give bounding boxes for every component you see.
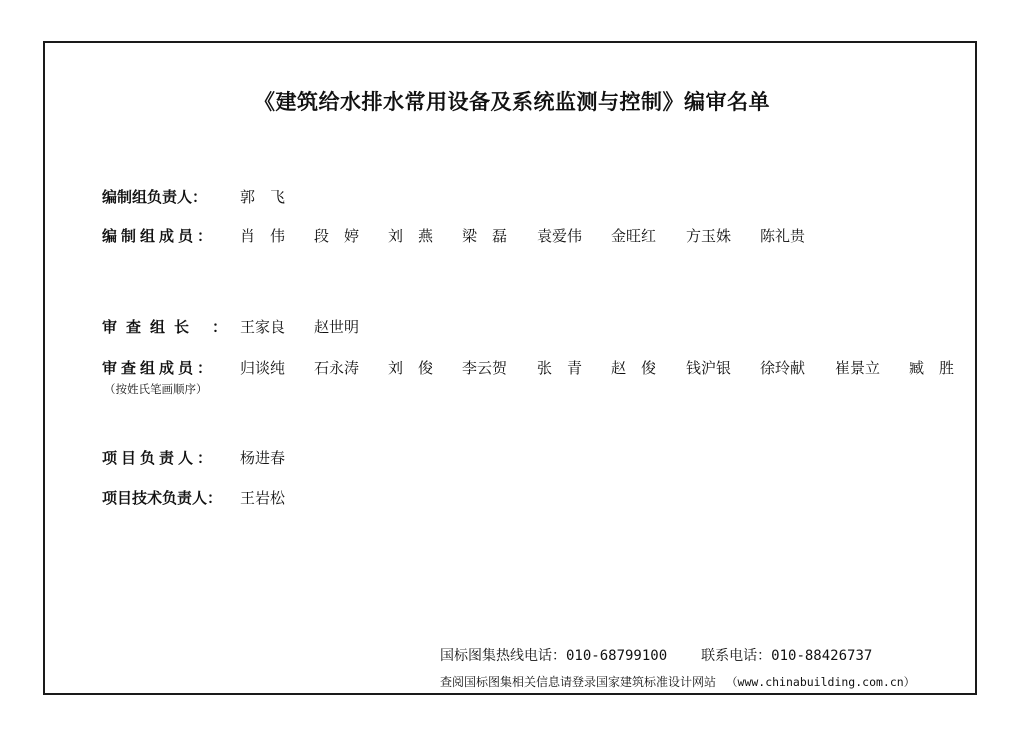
project-leader-label: 项目负责人： xyxy=(102,449,217,467)
technical-leader-row xyxy=(0,487,1024,511)
contact-label: 联系电话： xyxy=(701,648,772,664)
reviewer-name: 张 青 xyxy=(537,359,583,377)
reviewer-name: 钱沪银 xyxy=(686,359,732,377)
review-leader-name: 王家良 xyxy=(240,318,286,336)
review-leader-row xyxy=(0,316,1024,340)
editors-label: 编制组成员： xyxy=(102,227,217,245)
reviewer-name: 石永涛 xyxy=(314,359,360,377)
project-leader-row xyxy=(0,447,1024,471)
editor-name: 段 婷 xyxy=(314,227,360,245)
reviewer-name: 刘 俊 xyxy=(388,359,434,377)
website-link[interactable]: （www.chinabuilding.com.cn） xyxy=(726,675,916,689)
editors-row xyxy=(0,225,1024,249)
editor-in-charge-row xyxy=(0,186,1024,210)
reviewer-name: 崔景立 xyxy=(835,359,881,377)
hotline-label: 国标图集热线电话： xyxy=(440,648,566,664)
editor-name: 袁爱伟 xyxy=(537,227,583,245)
technical-leader-label: 项目技术负责人： xyxy=(102,489,223,507)
reviewer-name: 臧 胜 xyxy=(909,359,955,377)
reviewers-order-note: （按姓氏笔画顺序） xyxy=(104,382,208,396)
footer-phone-line xyxy=(440,646,872,666)
footer-website-line xyxy=(440,673,915,691)
footer-info-text: 查阅国标图集相关信息请登录国家建筑标准设计网站 xyxy=(440,675,717,689)
editor-name: 刘 燕 xyxy=(388,227,434,245)
editor-name: 方玉姝 xyxy=(686,227,732,245)
page-title: 《建筑给水排水常用设备及系统监测与控制》编审名单 xyxy=(254,90,770,114)
editor-name: 肖 伟 xyxy=(240,227,286,245)
review-leader-label: 审查组长 xyxy=(102,318,199,336)
technical-leader-name: 王岩松 xyxy=(240,489,286,507)
project-leader-name: 杨进春 xyxy=(240,449,286,467)
editor-name: 金旺红 xyxy=(611,227,657,245)
review-leader-name: 赵世明 xyxy=(314,318,360,336)
editor-name: 梁 磊 xyxy=(462,227,508,245)
reviewer-name: 归谈纯 xyxy=(240,359,286,377)
reviewers-row xyxy=(0,357,1024,381)
reviewer-name: 李云贺 xyxy=(462,359,508,377)
editor-name: 陈礼贵 xyxy=(760,227,806,245)
review-leader-colon: ： xyxy=(212,318,228,336)
editor-in-charge-label: 编制组负责人： xyxy=(102,188,208,206)
contact-number: 010-88426737 xyxy=(771,648,873,664)
hotline-number: 010-68799100 xyxy=(566,648,668,664)
reviewers-label: 审查组成员： xyxy=(102,359,217,377)
reviewer-name: 徐玲献 xyxy=(760,359,806,377)
reviewer-name: 赵 俊 xyxy=(611,359,657,377)
editor-in-charge-name: 郭 飞 xyxy=(240,188,286,206)
